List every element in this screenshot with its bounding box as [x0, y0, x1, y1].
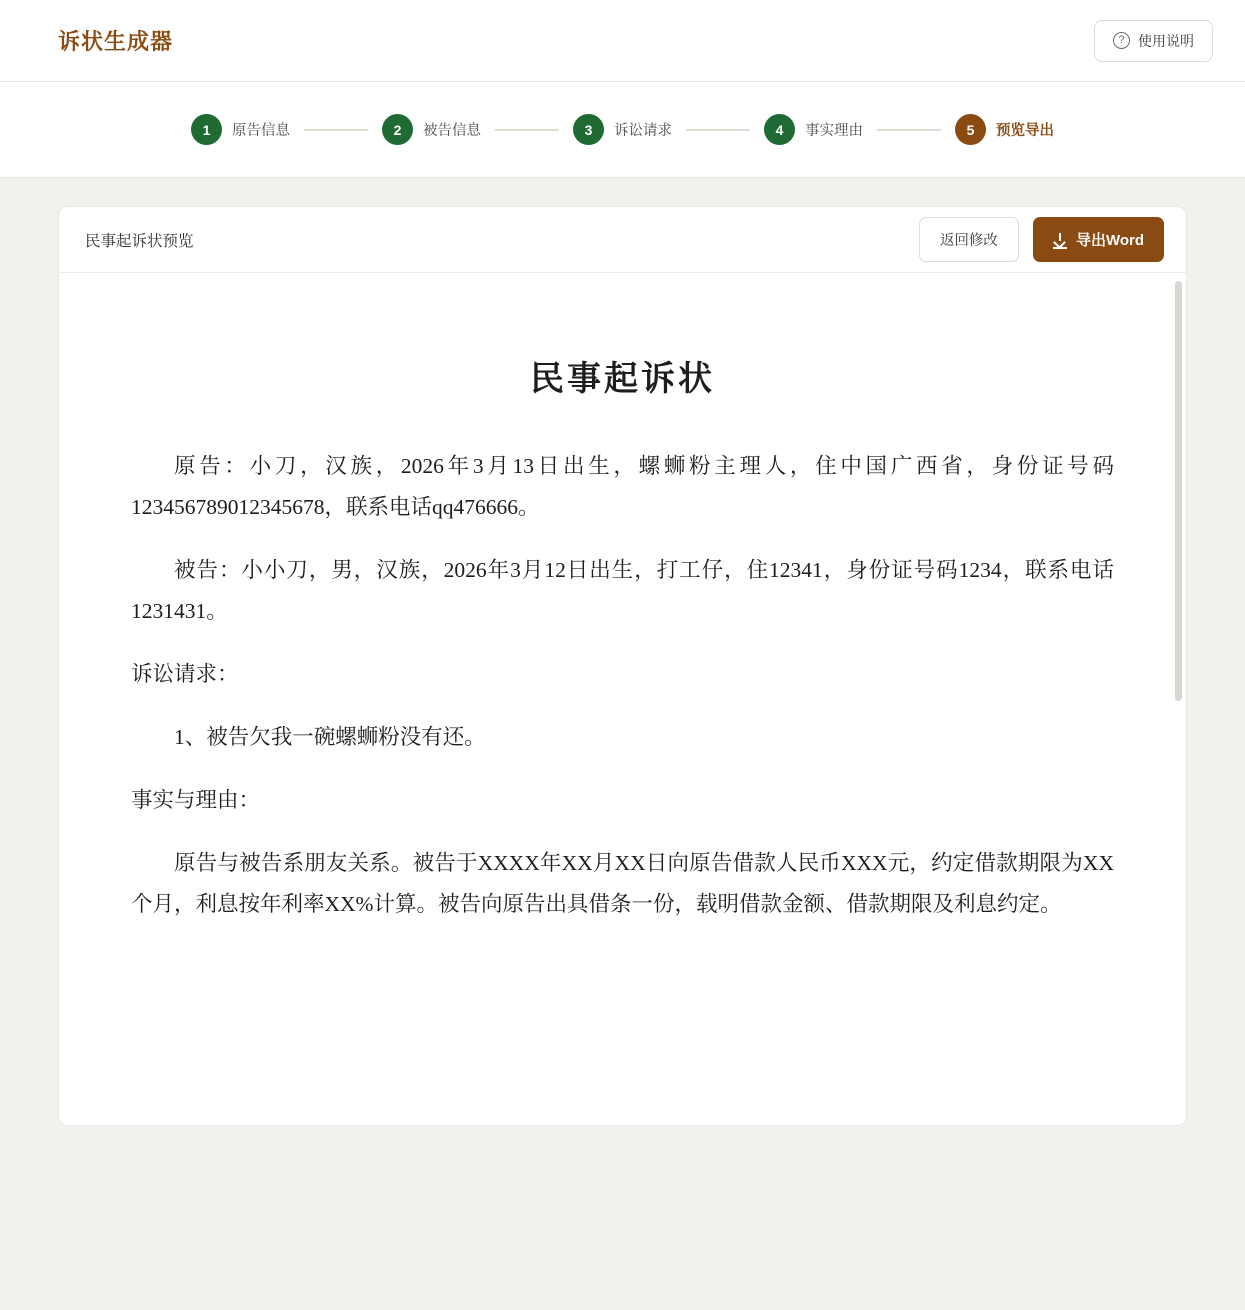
back-to-edit-button[interactable]: 返回修改 — [919, 217, 1019, 262]
stepper — [191, 114, 1054, 145]
step-label-3: 诉讼请求 — [614, 123, 672, 139]
document-paragraph-plaintiff: 原告：小刀，汉族，2026年3月13日出生，螺蛳粉主理人，住中国广西省，身份证号码123456789012345678，联系电话qq476666。 — [131, 454, 1114, 519]
step-number-1: 1 — [191, 114, 222, 145]
main-area — [0, 178, 1245, 1154]
step-number-5: 5 — [955, 114, 986, 145]
document-scroll-area[interactable] — [59, 273, 1186, 1125]
document-heading-claims: 诉讼请求： — [131, 662, 239, 686]
document-title: 民事起诉状 — [530, 361, 715, 398]
step-item-5[interactable] — [955, 114, 1054, 145]
app-header — [0, 0, 1245, 82]
preview-toolbar — [59, 207, 1186, 273]
step-number-4: 4 — [764, 114, 795, 145]
step-label-4: 事实理由 — [805, 123, 863, 139]
step-label-2: 被告信息 — [423, 123, 481, 139]
step-item-2[interactable] — [382, 114, 481, 145]
step-connector-2 — [495, 129, 559, 131]
download-icon — [1053, 233, 1067, 247]
step-connector-4 — [877, 129, 941, 131]
step-item-1[interactable] — [191, 114, 290, 145]
export-word-button-label: 导出Word — [1075, 232, 1144, 249]
step-item-3[interactable] — [573, 114, 672, 145]
step-number-3: 3 — [573, 114, 604, 145]
step-number-2: 2 — [382, 114, 413, 145]
document-paragraph-facts: 原告与被告系朋友关系。被告于XXXX年XX月XX日向原告借款人民币XXX元，约定借款期限为XX个月，利息按年利率XX%计算。被告向原告出具借条一份，载明借款金额、借款期限及利息约定。 — [131, 851, 1114, 916]
app-title: 诉状生成器 — [58, 29, 174, 54]
help-button[interactable] — [1094, 20, 1213, 62]
document-heading-facts: 事实与理由： — [131, 788, 261, 812]
step-connector-3 — [686, 129, 750, 131]
step-item-4[interactable] — [764, 114, 863, 145]
stepper-bar — [0, 82, 1245, 178]
step-label-5: 预览导出 — [996, 123, 1054, 139]
document-paragraph-claim-1: 1、被告欠我一碗螺蛳粉没有还。 — [174, 725, 486, 749]
question-circle-icon: ? — [1113, 32, 1130, 49]
document-scrollbar[interactable] — [1175, 273, 1182, 1125]
preview-card-title: 民事起诉状预览 — [85, 232, 194, 250]
step-connector-1 — [304, 129, 368, 131]
step-label-1: 原告信息 — [232, 123, 290, 139]
preview-card — [58, 206, 1187, 1126]
toolbar-actions — [919, 217, 1164, 262]
document-page — [59, 273, 1186, 987]
document-scrollbar-thumb[interactable] — [1175, 281, 1182, 701]
export-word-button[interactable] — [1033, 217, 1164, 262]
help-button-label: 使用说明 — [1138, 32, 1194, 49]
document-paragraph-defendant: 被告：小小刀，男，汉族，2026年3月12日出生，打工仔，住12341，身份证号码1234，联系电话1231431。 — [131, 558, 1114, 623]
